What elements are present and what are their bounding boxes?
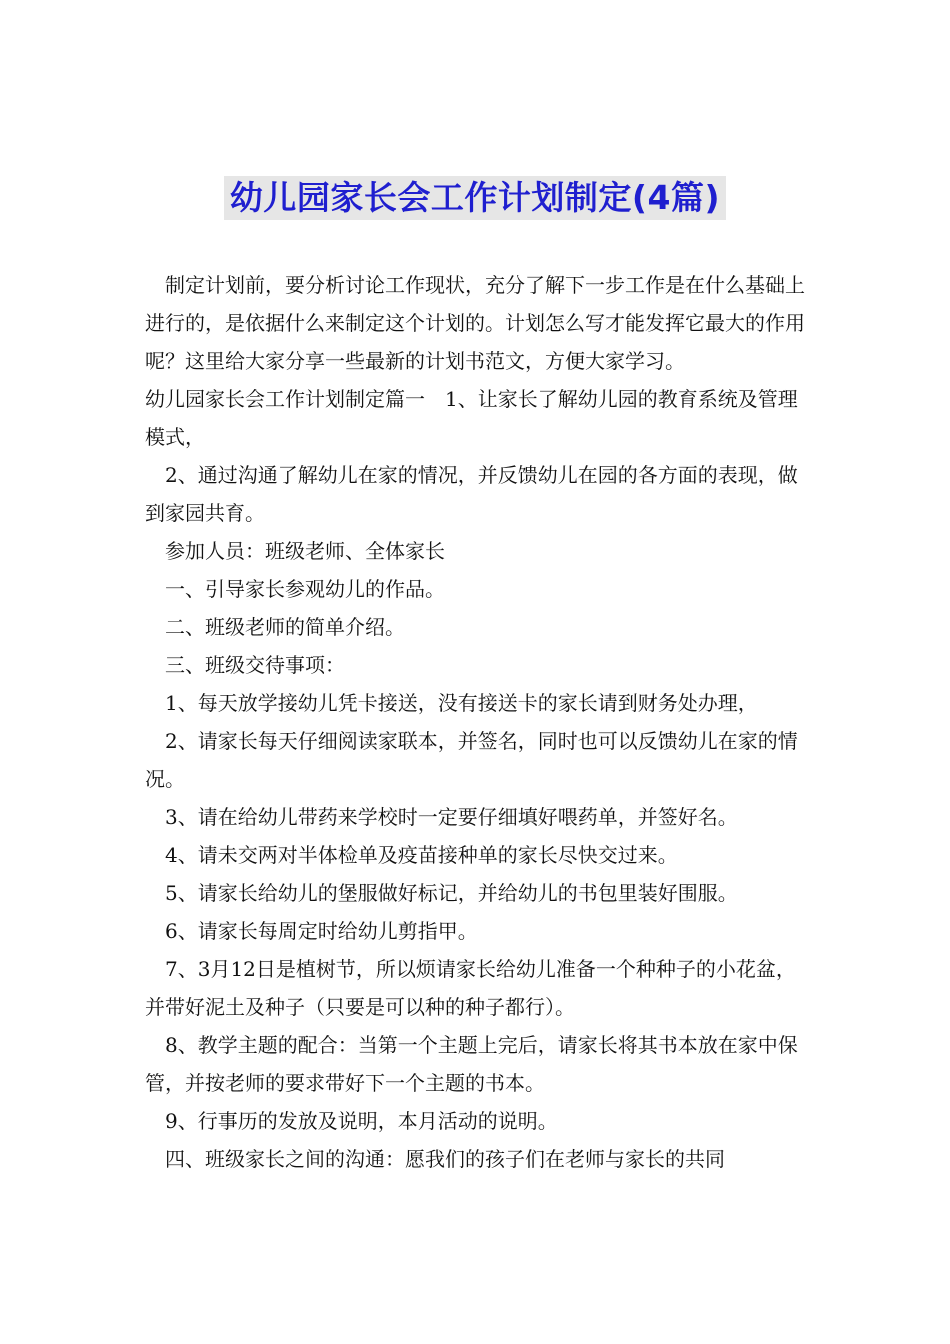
list-item: 8、教学主题的配合：当第一个主题上完后，请家长将其书本放在家中保管，并按老师的要求带好下一个主题的书本。 bbox=[145, 1033, 798, 1095]
intro-paragraph: 制定计划前，要分析讨论工作现状，充分了解下一步工作是在什么基础上进行的，是依据什么来制定这个计划的。计划怎么写才能发挥它最大的作用呢？这里给大家分享一些最新的计划书范文，方便大家学习。 bbox=[145, 273, 805, 373]
paragraph-participants: 参加人员：班级老师、全体家长 bbox=[165, 539, 445, 563]
document-body bbox=[145, 266, 810, 1178]
paragraph-item-two: 二、班级老师的简单介绍。 bbox=[165, 615, 405, 639]
list-item: 1、每天放学接幼儿凭卡接送，没有接送卡的家长请到财务处办理， bbox=[165, 691, 758, 715]
section-heading-paragraph: 幼儿园家长会工作计划制定篇一 1、让家长了解幼儿园的教育系统及管理模式， bbox=[145, 387, 798, 449]
paragraph-item-three: 三、班级交待事项： bbox=[165, 653, 345, 677]
title-container bbox=[0, 176, 950, 220]
list-item: 5、请家长给幼儿的堡服做好标记，并给幼儿的书包里装好围服。 bbox=[165, 881, 738, 905]
list-item: 3、请在给幼儿带药来学校时一定要仔细填好喂药单，并签好名。 bbox=[165, 805, 738, 829]
paragraph-goal-2: 2、通过沟通了解幼儿在家的情况，并反馈幼儿在园的各方面的表现，做到家园共育。 bbox=[145, 463, 798, 525]
list-item: 2、请家长每天仔细阅读家联本，并签名，同时也可以反馈幼儿在家的情况。 bbox=[145, 729, 798, 791]
list-item: 9、行事历的发放及说明，本月活动的说明。 bbox=[165, 1109, 558, 1133]
list-item: 4、请未交两对半体检单及疫苗接种单的家长尽快交过来。 bbox=[165, 843, 678, 867]
list-item: 7、3月12日是植树节，所以烦请家长给幼儿准备一个种种子的小花盆，并带好泥土及种子（只要是可以种的种子都行）。 bbox=[145, 957, 796, 1019]
paragraph-item-one: 一、引导家长参观幼儿的作品。 bbox=[165, 577, 445, 601]
document-title: 幼儿园家长会工作计划制定(4篇) bbox=[224, 176, 726, 220]
list-item: 6、请家长每周定时给幼儿剪指甲。 bbox=[165, 919, 478, 943]
paragraph-item-four: 四、班级家长之间的沟通：愿我们的孩子们在老师与家长的共同 bbox=[165, 1147, 725, 1171]
